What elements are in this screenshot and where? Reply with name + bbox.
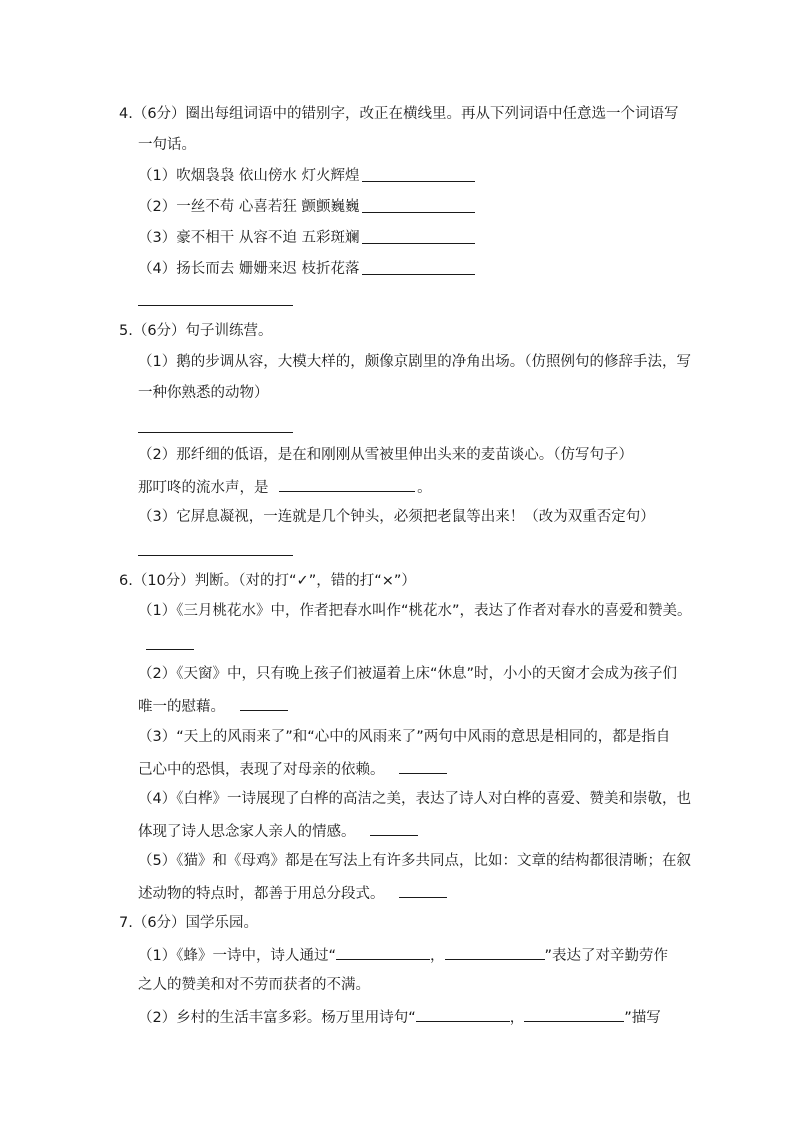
q7-answer-blank-1a[interactable] <box>336 944 430 960</box>
q4-answer-blank-2[interactable] <box>362 212 475 213</box>
q7-answer-blank-2a[interactable] <box>416 1006 510 1022</box>
q4-item-3-text: （3）豪不相干 从容不迫 五彩斑斓 <box>138 230 360 246</box>
q4-item-3 <box>138 228 359 248</box>
q5-item-1-line1: （1）鹅的步调从容，大模大样的，颇像京剧里的净角出场。（仿照例句的修辞手法，写 <box>138 354 691 370</box>
q6-item-4-line2 <box>138 820 418 842</box>
q6-answer-blank-2[interactable] <box>240 695 288 711</box>
q5-item-2-line2 <box>138 476 432 498</box>
q7-item-2-line1 <box>138 1006 661 1028</box>
q5-item-1-line2: 一种你熟悉的动物） <box>138 385 269 401</box>
q6-item-2-line1: （2）《天窗》中，只有晚上孩子们被逼着上床“休息”时，小小的天窗才会成为孩子们 <box>138 666 677 682</box>
q4-item-4 <box>138 259 359 279</box>
q7-item-1-prefix: （1）《蜂》一诗中，诗人通过“ <box>138 948 336 964</box>
q6-item-3-line2 <box>138 758 447 780</box>
q4-sentence-blank[interactable] <box>138 305 293 306</box>
q6-answer-blank-3[interactable] <box>399 758 447 774</box>
q7-item-2-prefix: （2）乡村的生活丰富多彩。杨万里用诗句“ <box>138 1010 416 1026</box>
q5-item-2-prefix: 那叮咚的流水声，是 <box>138 480 269 496</box>
q4-answer-blank-4[interactable] <box>362 274 475 275</box>
q5-item-2-suffix: 。 <box>417 480 432 496</box>
q4-item-1-text: （1）吹烟袅袅 依山傍水 灯火辉煌 <box>138 168 360 184</box>
q5-answer-blank-3[interactable] <box>138 555 293 556</box>
q6-item-1-line1: （1）《三月桃花水》中，作者把春水叫作“桃花水”，表达了作者对春水的喜爱和赞美。 <box>138 603 692 619</box>
q6-item-3-line1: （3）“天上的风雨来了”和“心中的风雨来了”两句中风雨的意思是相同的，都是指自 <box>138 729 671 745</box>
q6-item-4-text: 体现了诗人思念家人亲人的情感。 <box>138 824 356 840</box>
q7-item-2-comma: ， <box>509 1010 525 1026</box>
q4-answer-blank-3[interactable] <box>362 243 475 244</box>
q5-answer-blank-2[interactable] <box>279 476 415 492</box>
q7-item-1-comma: ， <box>430 948 445 964</box>
q6-item-4-line1: （4）《白桦》一诗展现了白桦的高洁之美，表达了诗人对白桦的喜爱、赞美和崇敬，也 <box>138 791 691 807</box>
q7-item-1-line2: 之人的赞美和对不劳而获者的不满。 <box>138 977 370 993</box>
q7-item-1-suffix: ”表达了对辛勤劳作 <box>544 948 669 964</box>
q7-stem: 7.（6分）国学乐园。 <box>119 915 259 931</box>
q5-item-2-line1: （2）那纤细的低语，是在和刚刚从雪被里伸出头来的麦苗谈心。（仿写句子） <box>138 447 633 463</box>
q7-item-2-suffix: ”描写 <box>624 1010 661 1026</box>
q6-answer-blank-1[interactable] <box>146 649 194 650</box>
q7-item-1-line1 <box>138 944 668 966</box>
q4-answer-blank-1[interactable] <box>362 181 475 182</box>
q4-item-2-text: （2）一丝不苟 心喜若狂 颤颤巍巍 <box>138 199 360 215</box>
q6-answer-blank-5[interactable] <box>399 882 447 898</box>
q6-item-5-line1: （5）《猫》和《母鸡》都是在写法上有许多共同点，比如：文章的结构都很清晰；在叙 <box>138 853 691 869</box>
q5-answer-blank-1[interactable] <box>138 432 293 433</box>
q6-item-5-line2 <box>138 882 447 904</box>
q6-item-5-text: 述动物的特点时，都善于用总分段式。 <box>138 886 385 902</box>
q4-item-1 <box>138 166 359 186</box>
q7-answer-blank-2b[interactable] <box>524 1006 624 1022</box>
q4-stem-line1: 4.（6分）圈出每组词语中的错别字，改正在横线里。再从下列词语中任意选一个词语写 <box>119 106 679 122</box>
q5-item-3: （3）它屏息凝视，一连就是几个钟头，必须把老鼠等出来！（改为双重否定句） <box>138 509 655 525</box>
q7-answer-blank-1b[interactable] <box>445 944 545 960</box>
q6-answer-blank-4[interactable] <box>370 820 418 836</box>
q6-item-2-text: 唯一的慰藉。 <box>138 699 225 715</box>
q4-item-2 <box>138 197 359 217</box>
q4-stem-line2: 一句话。 <box>138 137 196 153</box>
q4-item-4-text: （4）扬长而去 姗姗来迟 枝折花落 <box>138 261 360 277</box>
q5-stem: 5.（6分）句子训练营。 <box>119 323 273 339</box>
q6-item-3-text: 己心中的恐惧，表现了对母亲的依赖。 <box>138 762 385 778</box>
q6-item-2-line2 <box>138 695 288 717</box>
q6-stem: 6.（10分）判断。（对的打“✓”，错的打“×”） <box>119 573 416 589</box>
